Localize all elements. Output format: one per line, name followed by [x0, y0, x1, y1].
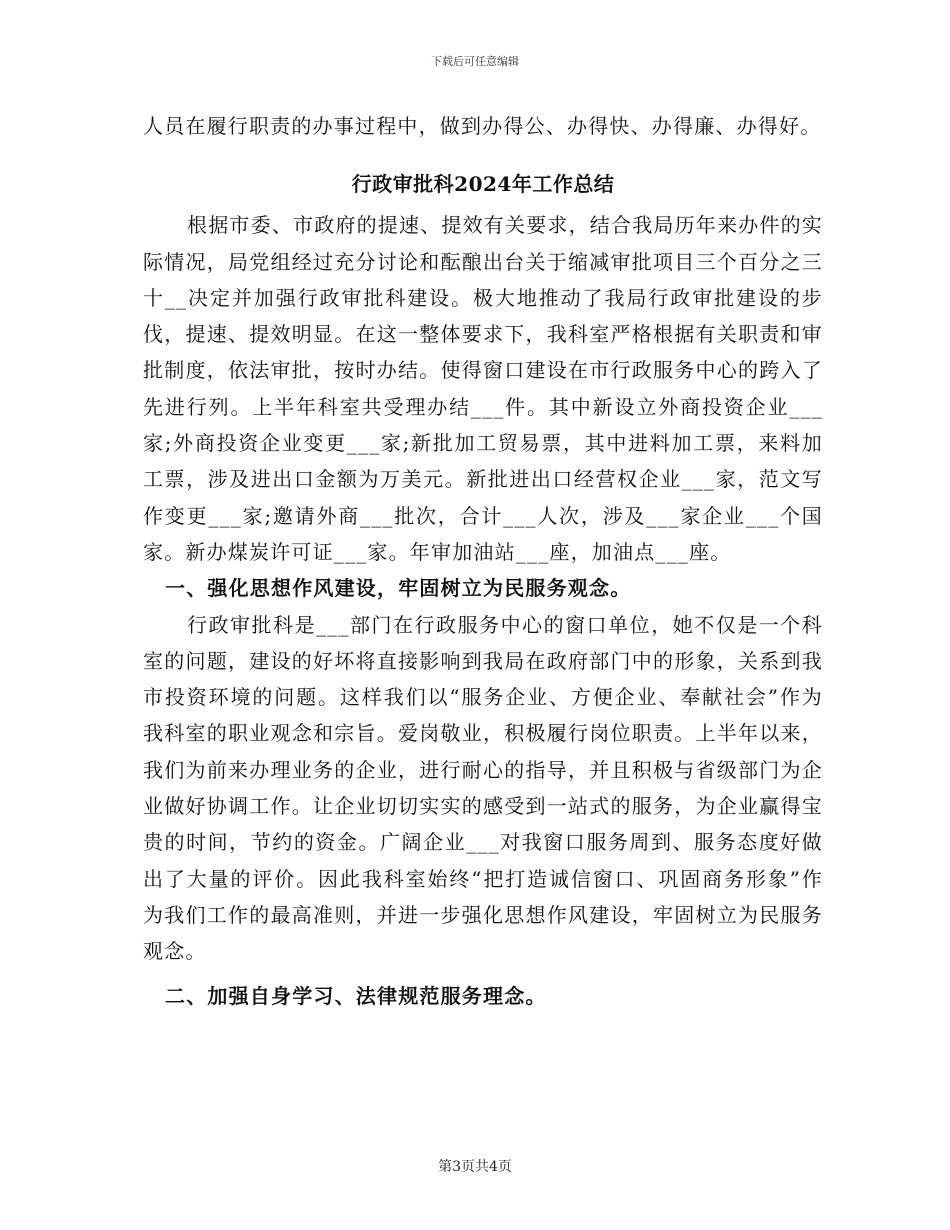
page-footer: 第3页共4页 — [438, 1159, 512, 1175]
document-title: 行政审批科2024年工作总结 — [351, 172, 615, 197]
section-heading-2: 二、加强自身学习、法律规范服务理念。 — [165, 983, 547, 1008]
paragraph-section-1: 行政审批科是___部门在行政服务中心的窗口单位，她不仅是一个科室的问题，建设的好坏将直接影响到我局在政府部门中的形象，关系到我市投资环境的问题。这样我们以“服务企业、方便企业、奉献社会”作为我科室的职业观念和宗旨。爱岗敬业，积极履行岗位职责。上半年以来，我们为前来办理业务的企业，进行耐心的指导，并且积极与省级部门为企业做好协调工作。让企业切切实实的感受到一站式的服务，为企业赢得宝贵的时间，节约的资金。广阔企业___对我窗口服务周到、服务态度好做出了大量的评价。因此我科室始终“把打造诚信窗口、巩固商务形象”作为我们工作的最高准则，并进一步强化思想作风建设，牢固树立为民服务观念。 — [143, 612, 823, 964]
page-header: 下载后可任意编辑 — [431, 55, 519, 68]
section-heading-1: 一、强化思想作风建设，牢固树立为民服务观念。 — [165, 576, 632, 601]
intro-paragraph: 人员在履行职责的办事过程中，做到办得公、办得快、办得廉、办得好。 — [143, 114, 822, 138]
paragraph-summary: 根据市委、市政府的提速、提效有关要求，结合我局历年来办件的实际情况，局党组经过充分讨论和酝酿出台关于缩减审批项目三个百分之三十__决定并加强行政审批科建设。极大地推动了我局行政审批建设的步伐，提速、提效明显。在这一整体要求下，我科室严格根据有关职责和审批制度，依法审批，按时办结。使得窗口建设在市行政服务中心的跨入了先进行列。上半年科室共受理办结___件。其中新设立外商投资企业___家;外商投资企业变更___家;新批加工贸易票，其中进料加工票，来料加工票，涉及进出口金额为万美元。新批进出口经营权企业___家，范文写作变更___家;邀请外商___批次，合计___人次，涉及___家企业___个国家。新办煤炭许可证___家。年审加油站___座，加油点___座。 — [143, 213, 823, 564]
document-body — [143, 108, 823, 1014]
